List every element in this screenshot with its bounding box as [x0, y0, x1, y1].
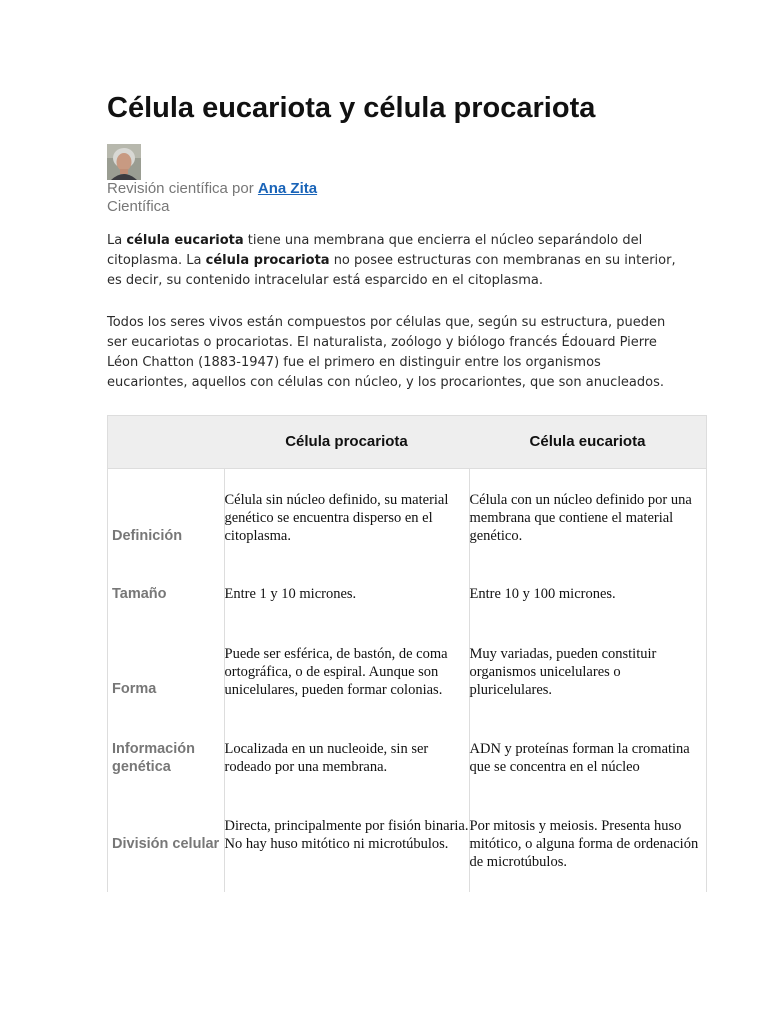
table-cell-procariota: [224, 800, 469, 892]
reviewer-credit: [107, 180, 317, 216]
table-cell-eucariota: [469, 628, 706, 724]
row-label: [108, 628, 224, 724]
table-row: [108, 628, 706, 724]
table-cell-eucariota: [469, 468, 706, 568]
row-label-text: Información genética: [112, 741, 195, 775]
table-cell-eucariota: [469, 724, 706, 800]
table-cell-procariota: [224, 568, 469, 628]
cell-text: Puede ser esférica, de bastón, de coma ortográfica, o de espiral. Aunque son unicelulares, pueden formar colonias.: [224, 646, 448, 698]
row-label-text: División celular: [112, 836, 220, 852]
reviewer-role: Científica: [107, 198, 170, 215]
table-header-empty: [108, 416, 224, 468]
row-label: [108, 568, 224, 628]
intro-term-procariota: célula procariota: [205, 253, 330, 268]
cell-text: Célula sin núcleo definido, su material genético se encuentra disperso en el citoplasma.: [224, 491, 449, 544]
reviewer-name-link[interactable]: Ana Zita: [257, 180, 318, 197]
intro-text: La: [107, 233, 127, 248]
cell-text: Célula con un núcleo definido por una membrana que contiene el material genético.: [469, 491, 692, 544]
intro-paragraph-2: Todos los seres vivos están compuestos por células que, según su estructura, pueden ser eucariotas o procariotas. El naturalista, zoólogo y biólogo francés Édouard Pierre Léon Chatton (1883-1947) fue el primero en distinguir entre los organismos eucariontes, aquellos con células con núcleo, y los procariontes, que son anucleados.: [107, 315, 666, 390]
avatar: [107, 144, 141, 180]
table-row: [108, 468, 706, 568]
page-title: Célula eucariota y célula procariota: [107, 92, 596, 124]
row-label: [108, 800, 224, 892]
cell-text: Localizada en un nucleoide, sin ser rodeado por una membrana.: [224, 741, 429, 775]
cell-text: Entre 1 y 10 micrones.: [224, 586, 357, 602]
table-row: [108, 800, 706, 892]
table-row: [108, 568, 706, 628]
reviewer-photo-icon: [107, 144, 141, 180]
table-header-row: [108, 416, 706, 468]
row-label: [108, 468, 224, 568]
intro-paragraph-1: [107, 231, 682, 291]
table-header-procariota: Célula procariota: [224, 416, 469, 468]
table-cell-eucariota: [469, 800, 706, 892]
cell-text: ADN y proteínas forman la cromatina que se concentra en el núcleo: [469, 741, 690, 775]
intro-term-eucariota: célula eucariota: [126, 233, 244, 248]
intro-text: tiene una membrana que encierra el núcleo separándolo del citoplasma. La: [107, 233, 643, 268]
table-cell-procariota: [224, 628, 469, 724]
table-header-eucariota: Célula eucariota: [469, 416, 706, 468]
comparison-table: [107, 415, 707, 892]
reviewer-prefix: Revisión científica por: [107, 180, 258, 197]
cell-text: Directa, principalmente por fisión binaria. No hay huso mitótico ni microtúbulos.: [224, 818, 469, 852]
intro-text: no posee estructuras con membranas en su interior, es decir, su contenido intracelular está esparcido en el citoplasma.: [107, 253, 676, 288]
table-row: [108, 724, 706, 800]
table-cell-procariota: [224, 468, 469, 568]
cell-text: Por mitosis y meiosis. Presenta huso mitótico, o alguna forma de ordenación de microtúbulos.: [469, 818, 699, 870]
cell-text: Muy variadas, pueden constituir organismos unicelulares o pluricelulares.: [469, 646, 657, 698]
row-label-text: Forma: [112, 681, 157, 697]
table-cell-eucariota: [469, 568, 706, 628]
row-label-text: Tamaño: [112, 586, 167, 602]
row-label: [108, 724, 224, 800]
row-label-text: Definición: [112, 527, 183, 544]
cell-text: Entre 10 y 100 micrones.: [469, 586, 616, 602]
table-cell-procariota: [224, 724, 469, 800]
